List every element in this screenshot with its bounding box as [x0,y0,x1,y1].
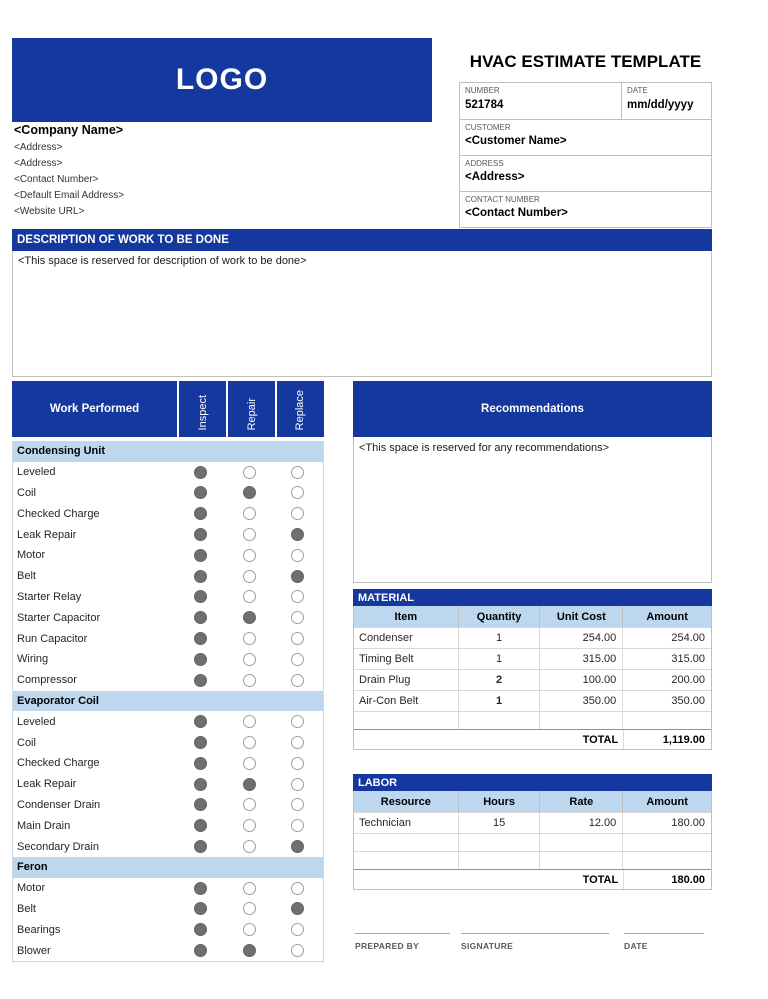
work-item-label: Run Capacitor [17,632,88,645]
work-item-label: Coil [17,486,36,499]
work-item-label: Compressor [17,674,77,687]
labor-rate-cell[interactable]: 12.00 [540,813,623,833]
radio-repair[interactable] [243,840,256,853]
material-empty-cell[interactable] [540,712,623,729]
radio-repair-selected[interactable] [243,486,256,499]
material-item-cell[interactable]: Drain Plug [354,670,459,690]
labor-resource-cell[interactable]: Technician [354,813,459,833]
material-item-cell[interactable]: Air-Con Belt [354,691,459,711]
prepared-by-field [355,933,450,951]
work-item-label: Coil [17,736,36,749]
material-unit_cost-cell[interactable]: 100.00 [540,670,623,690]
labor-total-row [354,869,711,889]
material-col-amount: Amount [646,610,688,623]
work-table-row [13,670,323,691]
company-block [14,120,124,220]
work-item-label: Checked Charge [17,757,100,770]
work-table-header [12,381,324,437]
work-item-label: Secondary Drain [17,840,99,853]
radio-replace[interactable] [291,466,304,479]
material-col-quantity: Quantity [459,606,541,627]
number-value[interactable]: 521784 [460,97,622,119]
labor-empty-cell[interactable] [459,852,541,869]
radio-inspect-selected[interactable] [194,653,207,666]
work-table-row [13,503,323,524]
radio-repair[interactable] [243,902,256,915]
labor-empty-cell[interactable] [354,834,459,851]
material-row [354,669,711,690]
radio-repair[interactable] [243,715,256,728]
page-title: HVAC ESTIMATE TEMPLATE [469,52,702,71]
radio-inspect-selected[interactable] [194,486,207,499]
work-item-label: Leveled [17,715,56,728]
radio-inspect-selected[interactable] [194,611,207,624]
estimate-info-table [459,82,712,228]
radio-replace[interactable] [291,923,304,936]
labor-empty-cell[interactable] [459,834,541,851]
work-table-row [13,649,323,670]
labor-hours-cell[interactable]: 15 [459,813,541,833]
radio-inspect-selected[interactable] [194,778,207,791]
contact-label: CONTACT NUMBER [460,191,711,205]
work-item-label: Belt [17,570,36,583]
labor-empty-row [354,833,711,851]
labor-total-label: TOTAL [582,873,619,886]
radio-replace[interactable] [291,798,304,811]
labor-empty-row [354,851,711,869]
material-empty-cell[interactable] [354,712,459,729]
material-section-header: MATERIAL [353,589,712,606]
radio-inspect-selected[interactable] [194,923,207,936]
work-table-row [13,732,323,753]
radio-replace[interactable] [291,507,304,520]
work-table-row [13,753,323,774]
material-column-headers [354,606,711,627]
recommendations-header: Recommendations [353,381,712,437]
radio-replace-selected[interactable] [291,840,304,853]
customer-value[interactable]: <Customer Name> [465,135,567,147]
labor-empty-cell[interactable] [540,852,623,869]
material-item-cell[interactable]: Condenser [354,628,459,648]
material-quantity-cell[interactable]: 1 [459,628,541,648]
work-item-label: Starter Capacitor [17,611,101,624]
radio-replace[interactable] [291,611,304,624]
work-table-row [13,524,323,545]
contact-value[interactable]: <Contact Number> [465,207,568,219]
radio-inspect-selected[interactable] [194,944,207,957]
radio-repair-selected[interactable] [243,778,256,791]
radio-replace[interactable] [291,590,304,603]
work-table-row [13,607,323,628]
radio-inspect-selected[interactable] [194,674,207,687]
radio-replace[interactable] [291,653,304,666]
labor-column-headers [354,791,711,812]
material-total-value: 1,119.00 [623,730,711,749]
work-table-row [13,815,323,836]
material-col-unitcost: Unit Cost [540,606,623,627]
work-table-row [13,483,323,504]
labor-table [353,791,712,890]
work-table-body [12,441,324,962]
work-item-label: Leak Repair [17,778,77,791]
prepared-by-line[interactable] [355,933,450,934]
radio-inspect-selected[interactable] [194,882,207,895]
work-table-row [13,711,323,732]
work-item-label: Blower [17,944,51,957]
radio-replace[interactable] [291,778,304,791]
radio-replace-selected[interactable] [291,570,304,583]
work-table-row [13,566,323,587]
work-item-label: Condenser Drain [17,798,101,811]
radio-replace[interactable] [291,486,304,499]
material-empty-row [354,711,711,729]
radio-replace[interactable] [291,819,304,832]
radio-repair[interactable] [243,757,256,770]
work-table-row [13,587,323,608]
date-label-footer: DATE [624,941,648,951]
work-item-label: Wiring [17,653,49,666]
radio-inspect-selected[interactable] [194,466,207,479]
signature-label: SIGNATURE [461,941,514,951]
date-label: DATE [627,86,648,95]
logo-text: LOGO [175,63,269,96]
radio-replace[interactable] [291,549,304,562]
work-item-label: Main Drain [17,819,71,832]
signature-field [461,933,609,951]
labor-col-resource: Resource [354,791,459,812]
radio-repair[interactable] [243,674,256,687]
radio-inspect-selected[interactable] [194,819,207,832]
radio-replace[interactable] [291,715,304,728]
radio-replace[interactable] [291,944,304,957]
labor-section-header: LABOR [353,774,712,791]
radio-repair[interactable] [243,819,256,832]
company-address-1[interactable]: <Address> [14,142,63,153]
work-item-label: Belt [17,902,36,915]
material-quantity-cell[interactable]: 1 [459,691,541,711]
work-table-row [13,899,323,920]
material-total-row [354,729,711,749]
date-field [624,933,704,951]
radio-repair[interactable] [243,549,256,562]
radio-repair[interactable] [243,528,256,541]
radio-repair-selected[interactable] [243,611,256,624]
labor-row [354,812,711,833]
radio-replace[interactable] [291,632,304,645]
work-table-row [13,878,323,899]
radio-inspect-selected[interactable] [194,798,207,811]
work-item-label: Leveled [17,466,56,479]
customer-label: CUSTOMER [460,119,711,133]
material-table [353,606,712,750]
radio-inspect-selected[interactable] [194,549,207,562]
material-total-label: TOTAL [582,733,619,746]
labor-col-amount: Amount [646,795,688,808]
material-row [354,627,711,648]
radio-inspect-selected[interactable] [194,840,207,853]
radio-inspect-selected[interactable] [194,736,207,749]
material-amount-cell[interactable]: 350.00 [671,695,705,707]
radio-inspect-selected[interactable] [194,715,207,728]
radio-replace[interactable] [291,674,304,687]
company-email[interactable]: <Default Email Address> [14,190,125,201]
radio-repair[interactable] [243,653,256,666]
company-contact[interactable]: <Contact Number> [14,174,99,185]
radio-repair[interactable] [243,798,256,811]
radio-repair[interactable] [243,923,256,936]
description-input-area[interactable]: <This space is reserved for description of work to be done> [12,251,712,377]
labor-empty-cell[interactable] [354,852,459,869]
labor-empty-cell[interactable] [623,834,711,851]
radio-repair[interactable] [243,507,256,520]
work-table-row [13,774,323,795]
labor-total-value: 180.00 [623,870,711,889]
labor-empty-cell[interactable] [540,834,623,851]
logo-placeholder [12,38,432,122]
radio-inspect-selected[interactable] [194,570,207,583]
radio-repair[interactable] [243,632,256,645]
column-replace: Replace [275,381,323,437]
radio-repair-selected[interactable] [243,944,256,957]
radio-replace[interactable] [291,882,304,895]
work-section-header: Evaporator Coil [13,691,323,712]
material-quantity-cell[interactable]: 1 [459,649,541,669]
work-table-row [13,919,323,940]
radio-inspect-selected[interactable] [194,632,207,645]
material-rows [354,627,711,729]
radio-repair[interactable] [243,570,256,583]
address-label: ADDRESS [460,155,711,169]
material-empty-cell[interactable] [623,712,711,729]
work-item-label: Starter Relay [17,590,82,603]
company-website[interactable]: <Website URL> [14,206,85,217]
signature-line[interactable] [461,933,609,934]
radio-inspect-selected[interactable] [194,590,207,603]
radio-inspect-selected[interactable] [194,528,207,541]
work-table-row [13,628,323,649]
radio-inspect-selected[interactable] [194,507,207,520]
material-unit_cost-cell[interactable]: 254.00 [540,628,623,648]
radio-replace-selected[interactable] [291,902,304,915]
work-item-label: Motor [17,882,46,895]
labor-col-rate: Rate [540,791,623,812]
material-quantity-cell[interactable]: 2 [459,670,541,690]
work-item-label: Motor [17,549,46,562]
number-label: NUMBER [460,83,622,97]
recommendations-input-area[interactable]: <This space is reserved for any recommendations> [353,437,712,583]
radio-repair[interactable] [243,590,256,603]
column-repair: Repair [226,381,275,437]
prepared-by-label: PREPARED BY [355,941,420,951]
material-unit_cost-cell[interactable]: 350.00 [540,691,623,711]
work-table-row [13,545,323,566]
radio-repair[interactable] [243,466,256,479]
work-table-row [13,940,323,961]
material-amount-cell[interactable]: 254.00 [671,632,705,644]
work-table-row [13,795,323,816]
work-item-label: Bearings [17,923,61,936]
radio-replace[interactable] [291,757,304,770]
material-amount-cell[interactable]: 315.00 [671,653,705,665]
material-row [354,690,711,711]
labor-col-hours: Hours [459,791,541,812]
company-address-2[interactable]: <Address> [14,158,63,169]
radio-replace-selected[interactable] [291,528,304,541]
material-empty-cell[interactable] [459,712,541,729]
work-section-header: Feron [13,857,323,878]
work-section-header: Condensing Unit [13,441,323,462]
address-value[interactable]: <Address> [465,171,525,183]
description-section-header: DESCRIPTION OF WORK TO BE DONE [12,229,712,251]
radio-inspect-selected[interactable] [194,757,207,770]
radio-repair[interactable] [243,736,256,749]
material-item-cell[interactable]: Timing Belt [354,649,459,669]
radio-inspect-selected[interactable] [194,902,207,915]
date-line[interactable] [624,933,704,934]
work-item-label: Checked Charge [17,507,100,520]
work-table-row [13,462,323,483]
radio-repair[interactable] [243,882,256,895]
work-performed-title: Work Performed [49,403,140,415]
column-inspect: Inspect [177,381,226,437]
labor-rows [354,812,711,869]
material-col-item: Item [354,606,459,627]
radio-replace[interactable] [291,736,304,749]
labor-empty-cell[interactable] [623,852,711,869]
material-unit_cost-cell[interactable]: 315.00 [540,649,623,669]
company-name[interactable]: <Company Name> [14,123,124,137]
work-item-label: Leak Repair [17,528,77,541]
work-table-row [13,836,323,857]
material-amount-cell[interactable]: 200.00 [671,674,705,686]
labor-amount-cell[interactable]: 180.00 [671,817,705,829]
date-value[interactable]: mm/dd/yyyy [627,99,694,111]
material-row [354,648,711,669]
